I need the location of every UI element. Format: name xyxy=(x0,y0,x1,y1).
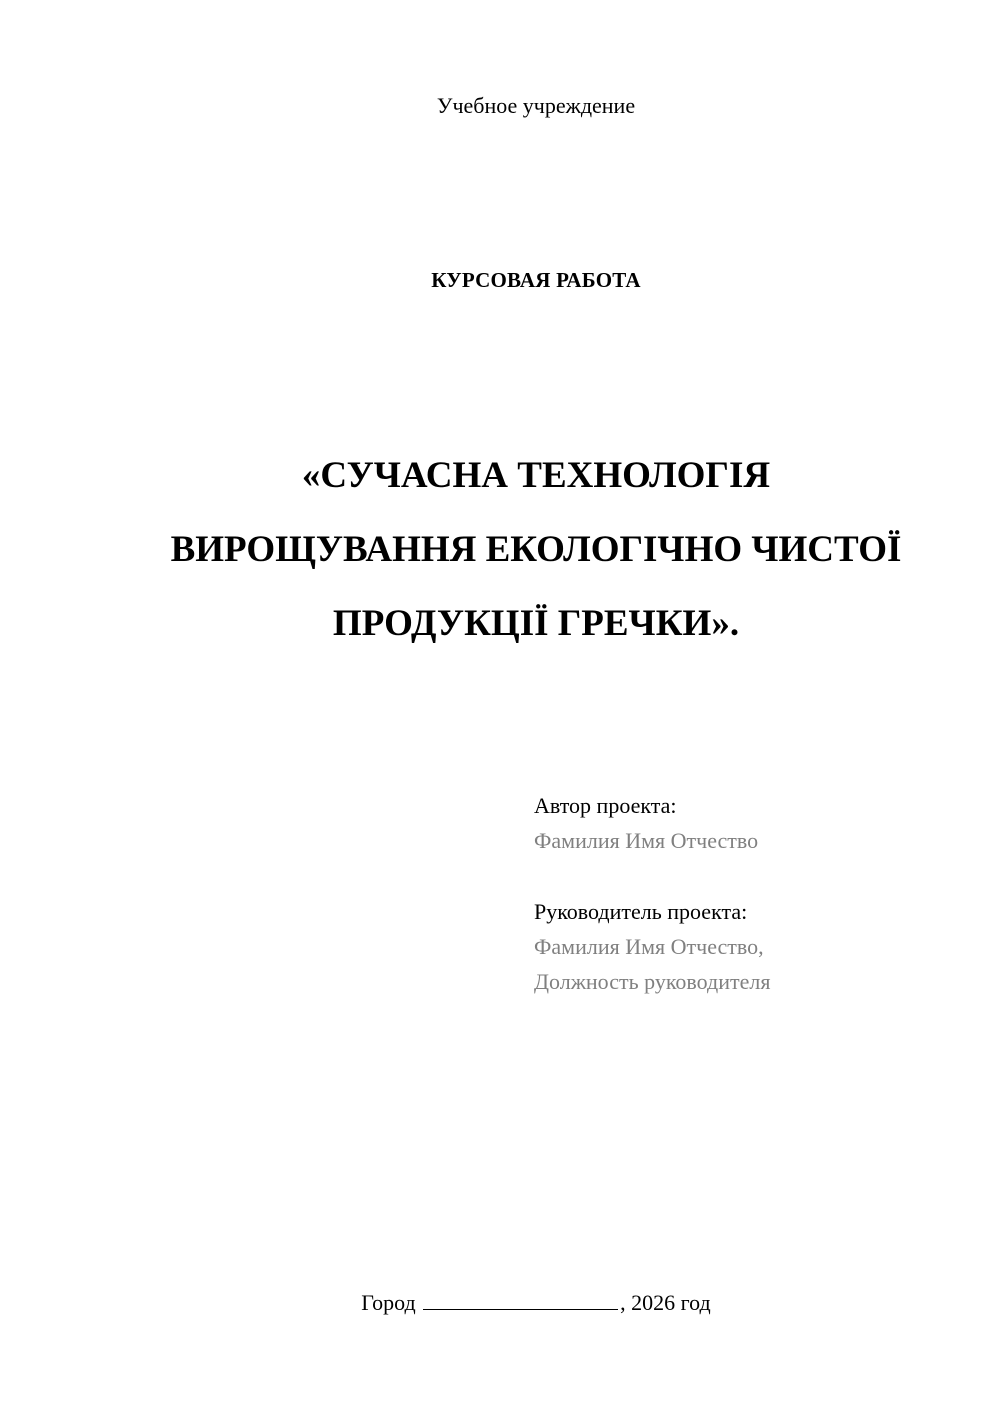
work-type-heading: КУРСОВАЯ РАБОТА xyxy=(431,268,641,292)
document-title xyxy=(100,420,972,679)
people-block xyxy=(534,788,974,999)
institution-name: Учебное учреждение xyxy=(436,93,636,118)
city-label: Город xyxy=(361,1290,416,1315)
supervisor-position: Должность руководителя xyxy=(534,969,771,994)
author-name: Фамилия Имя Отчество xyxy=(534,828,759,853)
year-text: , 2026 год xyxy=(620,1290,711,1315)
author-label: Автор проекта: xyxy=(534,793,677,818)
title-line: ПРОДУКЦІЇ ГРЕЧКИ». xyxy=(332,603,740,644)
title-line: «СУЧАСНА ТЕХНОЛОГІЯ xyxy=(301,455,771,496)
supervisor-label: Руководитель проекта: xyxy=(534,899,748,924)
spacer xyxy=(534,858,974,894)
title-line: ВИРОЩУВАННЯ ЕКОЛОГІЧНО ЧИСТОЇ xyxy=(170,529,902,570)
footer-city-year xyxy=(0,1290,1000,1316)
city-blank-line xyxy=(423,1291,618,1310)
supervisor-name: Фамилия Имя Отчество, xyxy=(534,934,764,959)
